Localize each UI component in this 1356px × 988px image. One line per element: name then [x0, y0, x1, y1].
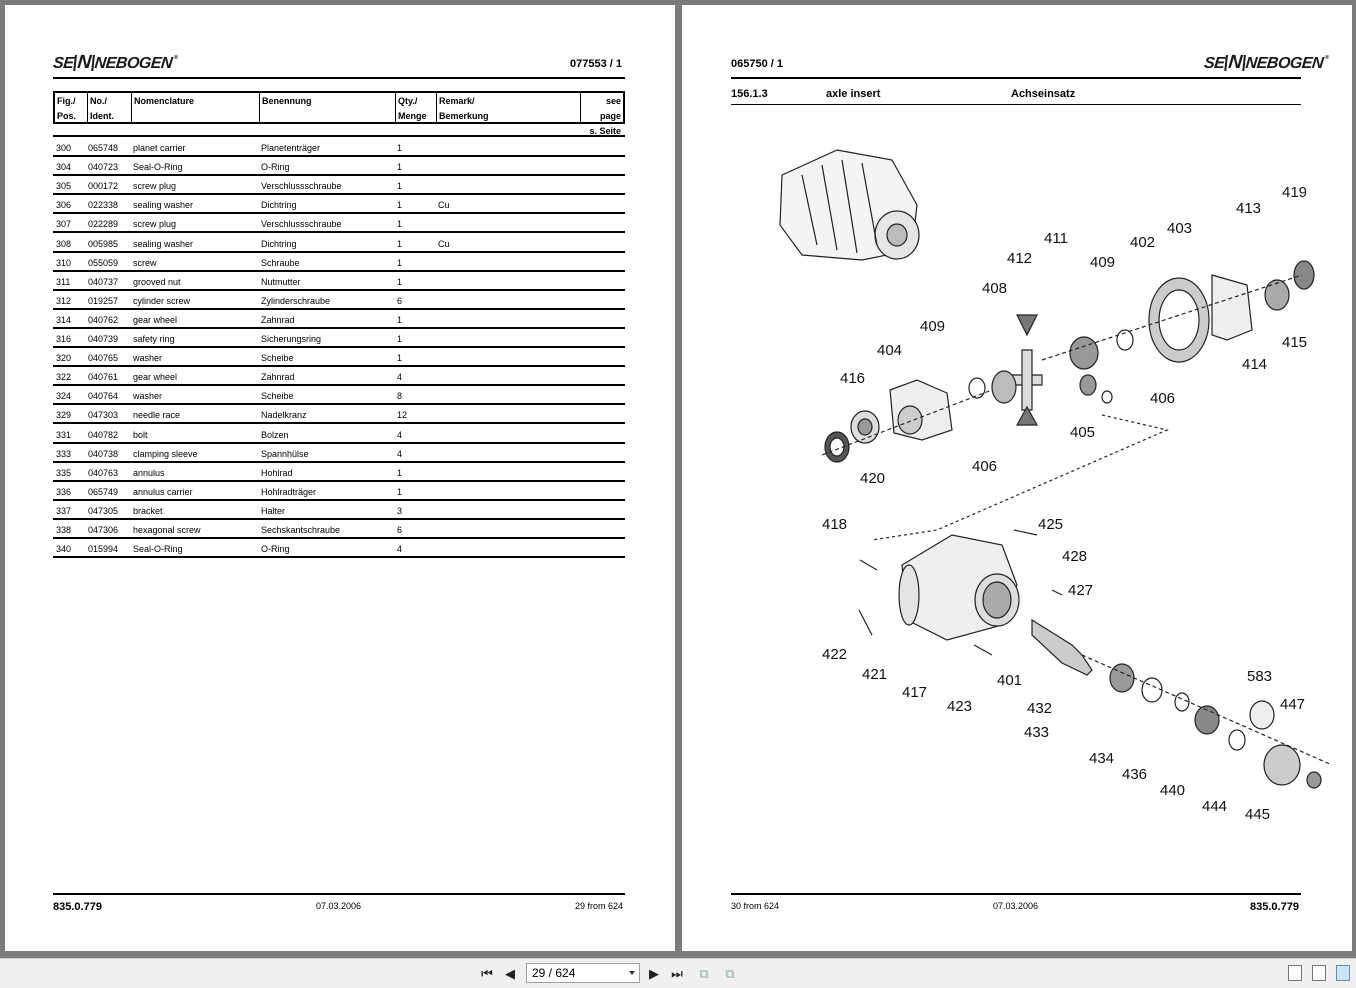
- cell-qty: 1: [397, 143, 403, 153]
- cell-ident: 040764: [88, 391, 119, 402]
- table-row: [53, 176, 625, 195]
- cell-en: bolt: [133, 429, 148, 440]
- cell-remark: Cu: [438, 200, 450, 211]
- cell-en: screw plug: [133, 219, 177, 230]
- cell-de: O-Ring: [261, 162, 290, 173]
- cell-pos: 331: [56, 429, 72, 440]
- cell-qty: 4: [397, 429, 403, 440]
- cell-pos: 335: [56, 467, 72, 478]
- cell-ident: 040765: [88, 353, 119, 364]
- callout-label: 414: [1242, 356, 1268, 373]
- senebogen-logo: SE N NEBOGEN®: [1203, 52, 1329, 73]
- cell-de: Hohlrad: [261, 467, 293, 478]
- cell-de: Verschlussschraube: [261, 219, 342, 230]
- table-row: [53, 405, 625, 424]
- cell-qty: 1: [397, 467, 403, 478]
- cell-en: gear wheel: [133, 314, 178, 325]
- cell-de: Bolzen: [261, 429, 289, 440]
- cell-en: annulus carrier: [133, 486, 193, 497]
- callout-label: 406: [972, 458, 998, 475]
- cell-pos: 320: [56, 353, 72, 364]
- cell-en: clamping sleeve: [133, 448, 198, 459]
- fig-title-de: Achseinsatz: [1011, 88, 1076, 100]
- cell-en: safety ring: [133, 334, 175, 344]
- cell-qty: 1: [397, 219, 403, 230]
- cell-pos: 314: [56, 314, 72, 325]
- callout-label: 408: [982, 280, 1008, 297]
- doc-number: 077553 / 1: [570, 58, 622, 70]
- cell-pos: 307: [56, 219, 72, 230]
- cell-qty: 6: [397, 525, 403, 535]
- callout-label: 409: [1090, 254, 1116, 271]
- callout-label: 406: [1150, 390, 1176, 407]
- cell-de: Halter: [261, 505, 286, 516]
- cell-qty: 1: [397, 353, 403, 364]
- cell-pos: 312: [56, 295, 72, 306]
- table-row: [53, 138, 625, 157]
- col-remark: Remark/ Bemerkung: [436, 93, 580, 122]
- cell-en: sealing washer: [133, 200, 194, 211]
- cell-de: Scheibe: [261, 391, 294, 402]
- cell-ident: 005985: [88, 238, 119, 249]
- callout-label: 445: [1245, 806, 1271, 823]
- table-row: [53, 291, 625, 310]
- table-row: [53, 463, 625, 482]
- header-rule: [731, 77, 1301, 79]
- prev-page-icon[interactable]: ◀: [505, 966, 515, 981]
- footer-page: 30 from 624: [731, 901, 780, 911]
- callout-label: 420: [860, 470, 886, 487]
- cell-qty: 1: [397, 181, 403, 192]
- table-row: [53, 425, 625, 444]
- last-page-icon[interactable]: ⏭: [671, 966, 683, 981]
- cell-de: Zahnrad: [261, 314, 295, 325]
- cell-qty: 1: [397, 334, 403, 344]
- callout-label: 440: [1160, 782, 1186, 799]
- cell-ident: 040739: [88, 334, 119, 344]
- right-page: [682, 5, 1352, 951]
- page-number-select[interactable]: 29 / 624: [526, 963, 640, 983]
- callout-label: 583: [1247, 668, 1273, 685]
- exploded-diagram: [742, 135, 1308, 835]
- cell-pos: 316: [56, 334, 72, 344]
- cell-en: grooved nut: [133, 276, 181, 287]
- cell-ident: 047305: [88, 505, 119, 516]
- table-header: [53, 91, 625, 136]
- back-view-icon[interactable]: ⧉: [699, 966, 709, 981]
- footer-date: 07.03.2006: [993, 901, 1039, 911]
- cell-de: Zylinderschraube: [261, 295, 331, 306]
- cell-ident: 047303: [88, 410, 119, 421]
- cell-ident: 065748: [88, 143, 119, 153]
- col-see-page: see page s. Seite: [580, 93, 623, 122]
- cell-pos: 305: [56, 181, 72, 192]
- forward-view-icon[interactable]: ⧉: [725, 966, 735, 981]
- cell-pos: 306: [56, 200, 72, 211]
- callout-label: 404: [877, 342, 903, 359]
- callout-labels: [822, 184, 1307, 823]
- first-page-icon[interactable]: ⏮: [481, 966, 493, 981]
- callout-label: 428: [1062, 548, 1088, 565]
- callout-label: 403: [1167, 220, 1193, 237]
- cell-qty: 1: [397, 257, 403, 268]
- cell-en: hexagonal screw: [133, 525, 201, 535]
- callout-label: 434: [1089, 750, 1115, 767]
- cell-qty: 4: [397, 448, 403, 459]
- title-rule: [731, 104, 1301, 105]
- col-benennung: Benennung: [259, 93, 395, 122]
- callout-label: 417: [902, 684, 928, 701]
- cell-qty: 4: [397, 372, 403, 383]
- callout-label: 432: [1027, 700, 1053, 717]
- footer-date: 07.03.2006: [316, 901, 362, 911]
- cell-pos: 322: [56, 372, 72, 383]
- cell-de: Spannhülse: [261, 448, 309, 459]
- col-qty: Qty./ Menge: [395, 93, 436, 122]
- cell-de: Planetenträger: [261, 143, 321, 153]
- cell-en: washer: [133, 353, 163, 364]
- table-row: [53, 272, 625, 291]
- cell-ident: 000172: [88, 181, 119, 192]
- cell-de: Schraube: [261, 257, 300, 268]
- table-row: [53, 348, 625, 367]
- table-row: [53, 539, 625, 558]
- cell-qty: 4: [397, 544, 403, 555]
- callout-label: 409: [920, 318, 946, 335]
- table-row: [53, 195, 625, 214]
- callout-label: 401: [997, 672, 1023, 689]
- cell-pos: 337: [56, 505, 72, 516]
- cell-qty: 8: [397, 391, 403, 402]
- table-row: [53, 157, 625, 176]
- cell-de: O-Ring: [261, 544, 290, 555]
- callout-label: 419: [1282, 184, 1308, 201]
- cell-en: Seal-O-Ring: [133, 162, 183, 173]
- cell-ident: 019257: [88, 295, 119, 306]
- cell-pos: 304: [56, 162, 72, 173]
- callout-label: 415: [1282, 334, 1308, 351]
- table-row: [53, 482, 625, 501]
- cell-ident: 015994: [88, 544, 119, 555]
- cell-ident: 040763: [88, 467, 119, 478]
- cell-qty: 6: [397, 295, 403, 306]
- cell-en: washer: [133, 391, 163, 402]
- table-row: [53, 214, 625, 233]
- cell-de: Hohlradträger: [261, 486, 317, 497]
- col-ident: No./ Ident.: [87, 93, 131, 122]
- callout-label: 436: [1122, 766, 1148, 783]
- table-row: [53, 444, 625, 463]
- cell-de: Sicherungsring: [261, 334, 322, 344]
- cell-pos: 333: [56, 448, 72, 459]
- cell-ident: 040737: [88, 276, 119, 287]
- col-pos: Fig./ Pos.: [57, 96, 77, 121]
- viewer-toolbar: [0, 958, 1356, 988]
- cell-en: screw: [133, 257, 157, 268]
- footer-code: 835.0.779: [53, 901, 102, 913]
- table-top-rule: [53, 135, 625, 137]
- callout-label: 405: [1070, 424, 1096, 441]
- cell-pos: 311: [56, 276, 71, 287]
- callout-label: 413: [1236, 200, 1262, 217]
- fig-number: 156.1.3: [731, 88, 768, 100]
- callout-label: 427: [1068, 582, 1094, 599]
- callout-label: 423: [947, 698, 973, 715]
- cell-qty: 1: [397, 162, 403, 173]
- cell-de: Dichtring: [261, 200, 297, 211]
- cell-ident: 040738: [88, 448, 119, 459]
- cell-de: Nadelkranz: [261, 410, 307, 421]
- cell-en: planet carrier: [133, 143, 186, 153]
- cell-remark: Cu: [438, 238, 450, 249]
- cell-pos: 338: [56, 525, 72, 535]
- continuous-icon[interactable]: [1312, 965, 1326, 981]
- col-nomenclature: Nomenclature: [131, 93, 259, 122]
- next-page-icon[interactable]: ▶: [649, 966, 659, 981]
- footer-code: 835.0.779: [1250, 901, 1299, 913]
- cell-en: sealing washer: [133, 238, 194, 249]
- cell-ident: 040762: [88, 314, 119, 325]
- cell-en: screw plug: [133, 181, 177, 192]
- callout-label: 421: [862, 666, 888, 683]
- callout-label: 402: [1130, 234, 1156, 251]
- cell-ident: 040761: [88, 372, 119, 383]
- cell-en: needle race: [133, 410, 181, 421]
- single-page-icon[interactable]: [1288, 965, 1302, 981]
- cell-ident: 055059: [88, 257, 119, 268]
- footer-rule: [53, 893, 625, 895]
- table-row: [53, 329, 625, 348]
- table-row: [53, 501, 625, 520]
- callout-label: 422: [822, 646, 848, 663]
- cell-qty: 1: [397, 486, 403, 497]
- cell-en: gear wheel: [133, 372, 178, 383]
- cell-qty: 1: [397, 314, 403, 325]
- header-rule: [53, 77, 625, 79]
- cell-de: Dichtring: [261, 238, 297, 249]
- cell-ident: 065749: [88, 486, 119, 497]
- facing-pages-icon[interactable]: [1336, 965, 1350, 981]
- left-page: [5, 5, 675, 951]
- footer-rule: [731, 893, 1301, 895]
- cell-ident: 040723: [88, 162, 119, 173]
- table-row: [53, 367, 625, 386]
- callout-label: 444: [1202, 798, 1228, 815]
- table-row: [53, 253, 625, 272]
- cell-en: bracket: [133, 505, 163, 516]
- cell-qty: 1: [397, 276, 403, 287]
- cell-de: Scheibe: [261, 353, 294, 364]
- cell-ident: 047306: [88, 525, 119, 535]
- cell-de: Sechskantschraube: [261, 525, 341, 535]
- cell-pos: 310: [56, 257, 72, 268]
- senebogen-logo: SE N NEBOGEN®: [52, 52, 178, 73]
- cell-ident: 022338: [88, 200, 119, 211]
- callout-label: 425: [1038, 516, 1064, 533]
- cell-pos: 308: [56, 238, 72, 249]
- fig-title-en: axle insert: [826, 88, 881, 100]
- callout-label: 412: [1007, 250, 1033, 267]
- callout-label: 418: [822, 516, 848, 533]
- cell-qty: 12: [397, 410, 408, 421]
- table-row: [53, 386, 625, 405]
- chevron-down-icon: [629, 971, 635, 975]
- callout-label: 411: [1044, 230, 1068, 247]
- callout-label: 416: [840, 370, 866, 387]
- cell-en: Seal-O-Ring: [133, 544, 183, 555]
- cell-de: Zahnrad: [261, 372, 295, 383]
- cell-pos: 336: [56, 486, 72, 497]
- cell-en: cylinder screw: [133, 295, 191, 306]
- cell-ident: 022289: [88, 219, 119, 230]
- cell-pos: 329: [56, 410, 72, 421]
- cell-ident: 040782: [88, 429, 119, 440]
- cell-de: Verschlussschraube: [261, 181, 342, 192]
- table-row: [53, 310, 625, 329]
- doc-number: 065750 / 1: [731, 58, 783, 70]
- footer-page: 29 from 624: [575, 901, 624, 911]
- cell-qty: 3: [397, 505, 403, 516]
- cell-qty: 1: [397, 200, 403, 211]
- callout-label: 433: [1024, 724, 1050, 741]
- table-row: [53, 520, 625, 539]
- table-row: [53, 234, 625, 253]
- callout-label: 447: [1280, 696, 1306, 713]
- cell-pos: 340: [56, 544, 72, 555]
- cell-pos: 300: [56, 143, 72, 153]
- cell-en: annulus: [133, 467, 165, 478]
- cell-pos: 324: [56, 391, 72, 402]
- cell-qty: 1: [397, 238, 403, 249]
- cell-de: Nutmutter: [261, 276, 301, 287]
